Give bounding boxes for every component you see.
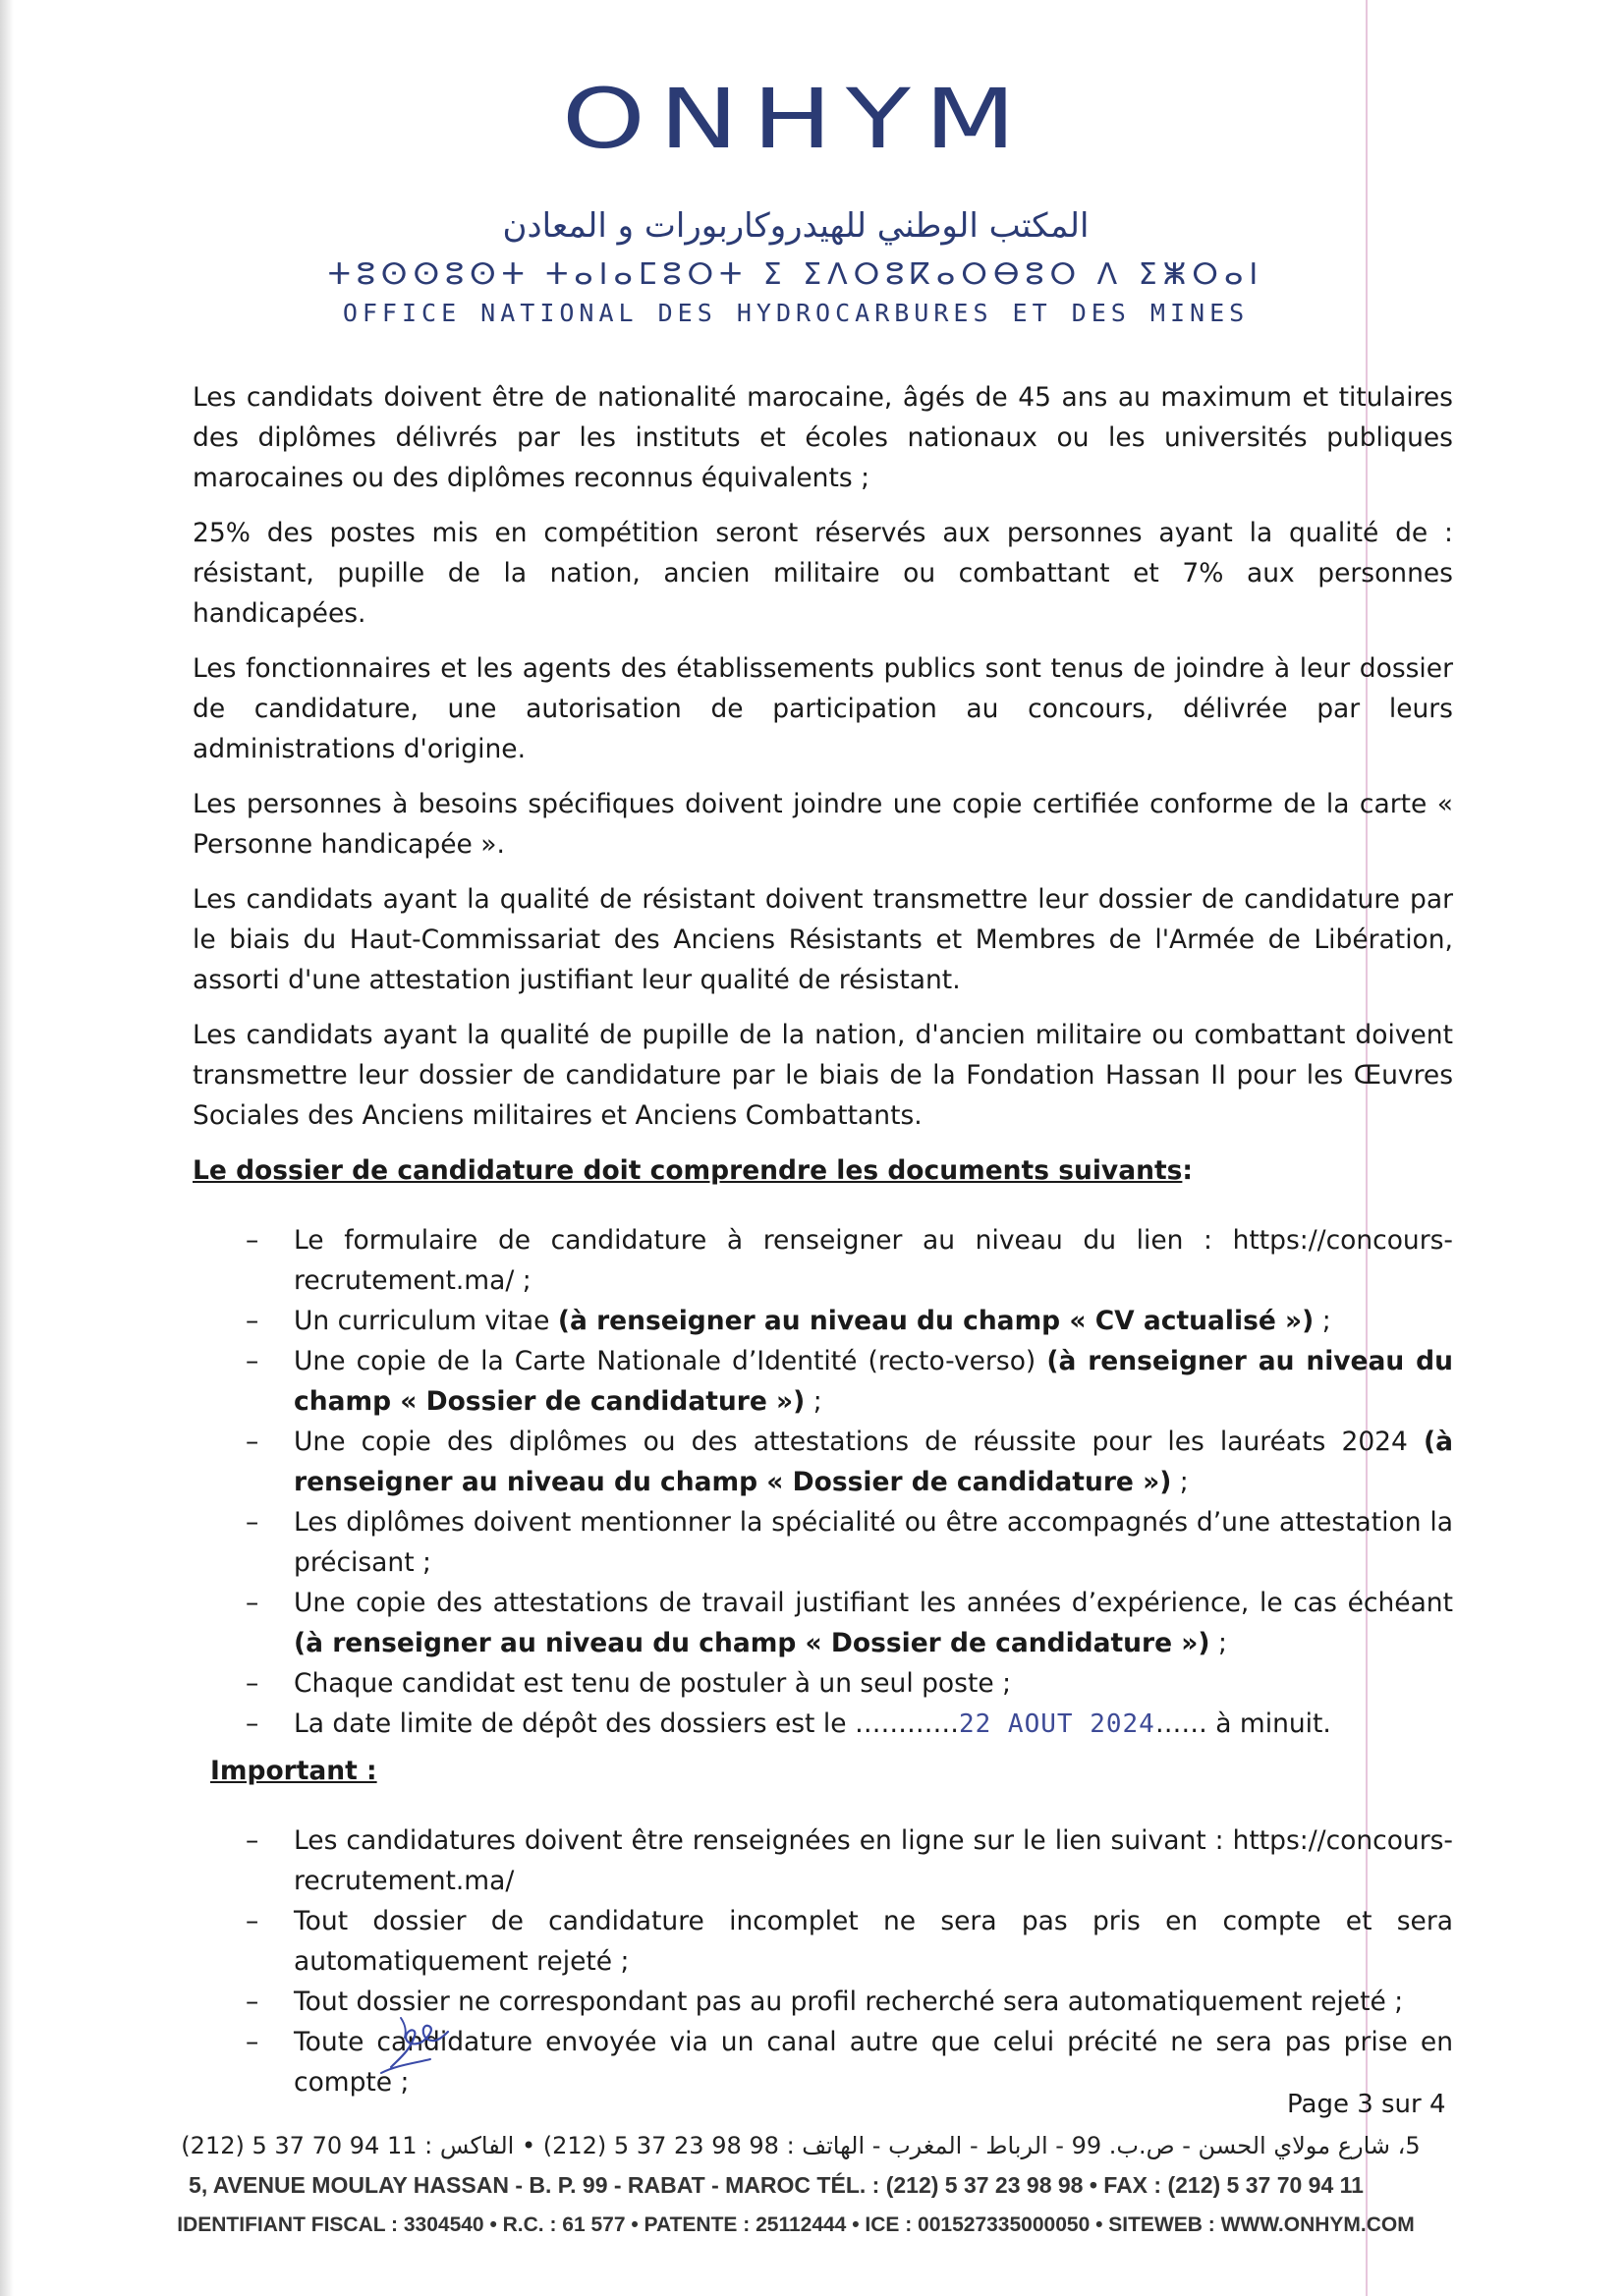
paragraph-civil-servants: Les fonctionnaires et les agents des établissements publics sont tenus de joindre à leur dossier de candidature, une autorisation de participation au concours, délivrée par leurs administrations d'origine. (193, 653, 1453, 764)
list-item-text: Les candidatures doivent être renseignées en ligne sur le lien suivant : https://concours-recrutement.ma/ (294, 1825, 1453, 1896)
deadline-dots-left: ………… (854, 1708, 959, 1739)
onhym-logo (550, 39, 1041, 167)
list-item-text: Une copie des diplômes ou des attestations de réussite pour les lauréats 2024 (294, 1427, 1424, 1457)
list-item: – Une copie des diplômes ou des attestations de réussite pour les lauréats 2024 (à renseigner au niveau du champ « Dossier de candidature ») ; (246, 1427, 1453, 1497)
list-item-tail: ; (1171, 1467, 1189, 1497)
page-number: Page 3 sur 4 (1287, 2090, 1446, 2119)
dossier-heading-text: Le dossier de candidature doit comprendre les documents suivants (193, 1155, 1183, 1186)
list-item-text: Chaque candidat est tenu de postuler à un seul poste ; (294, 1668, 1011, 1699)
tifinagh-office-name: ⵜⵓⵙⵙⵓⵙⵜ ⵜⴰⵏⴰⵎⵓⵔⵜ ⵉ ⵉⴷⵔⵓⴽⴰⵔⴱⵓⵔ ⴷ ⵉⵥⵔⴰⵏ (327, 257, 1264, 292)
list-item: – Les diplômes doivent mentionner la spécialité ou être accompagnés d’une attestation la précisant ; (246, 1507, 1453, 1578)
list-item-tail: ; (1314, 1306, 1331, 1336)
dossier-heading (193, 1150, 1453, 1191)
list-item-text: Les diplômes doivent mentionner la spécialité ou être accompagnés d’une attestation la précisant ; (294, 1507, 1453, 1578)
list-item-tail: ; (1209, 1628, 1227, 1658)
deadline-suffix: à minuit. (1206, 1708, 1331, 1739)
footer-french-address: 5, AVENUE MOULAY HASSAN - B. P. 99 - RABAT - MAROC TÉL. : (212) 5 37 23 98 98 • FAX : (212) 5 37 70 94 11 (189, 2172, 1364, 2198)
list-item-text: Toute candidature envoyée via un canal autre que celui précité ne sera pas prise en compte ; (294, 2027, 1453, 2098)
list-item-text: Tout dossier de candidature incomplet ne sera pas pris en compte et sera automatiquement rejeté ; (294, 1906, 1453, 1977)
list-item: – Tout dossier ne correspondant pas au profil recherché sera automatiquement rejeté ; (246, 1987, 1404, 2017)
list-item: – Chaque candidat est tenu de postuler à un seul poste ; (246, 1668, 1011, 1699)
list-item: – Le formulaire de candidature à renseigner au niveau du lien : https://concours-recrutement.ma/ ; (246, 1225, 1453, 1296)
list-item: – Les candidatures doivent être renseignées en ligne sur le lien suivant : https://concours-recrutement.ma/ (246, 1825, 1453, 1896)
list-item: – Tout dossier de candidature incomplet ne sera pas pris en compte et sera automatiquement rejeté ; (246, 1906, 1453, 1977)
list-item-text: Le formulaire de candidature à renseigner au niveau du lien : https://concours-recrutement.ma/ ; (294, 1225, 1453, 1296)
list-item-emphasis: (à renseigner au niveau du champ « Dossier de candidature ») (294, 1427, 1453, 1497)
list-item-text: Un curriculum vitae (294, 1306, 558, 1336)
list-item-emphasis: (à renseigner au niveau du champ « Dossier de candidature ») (294, 1346, 1453, 1417)
list-item-emphasis: (à renseigner au niveau du champ « CV actualisé ») (557, 1306, 1315, 1336)
deadline-date-stamp: 22 AOUT 2024 (958, 1709, 1155, 1739)
list-item: – Un curriculum vitae (à renseigner au niveau du champ « CV actualisé ») ; (246, 1306, 1331, 1336)
dossier-heading-colon: : (1182, 1155, 1193, 1186)
important-heading: Important : (210, 1756, 377, 1786)
list-item-text: Tout dossier ne correspondant pas au profil recherché sera automatiquement rejeté ; (294, 1987, 1404, 2017)
logo-wordmark: ONHYM (561, 71, 1031, 168)
list-item-deadline: – La date limite de dépôt des dossiers est le …………22 AOUT 2024…… à minuit. (246, 1708, 1331, 1739)
list-item: – Une copie de la Carte Nationale d’Identité (recto-verso) (à renseigner au niveau du champ « Dossier de candidature ») ; (246, 1346, 1453, 1417)
list-item-emphasis: (à renseigner au niveau du champ « Dossier de candidature ») (294, 1628, 1210, 1658)
paragraph-quota: 25% des postes mis en compétition seront réservés aux personnes ayant la qualité de : résistant, pupille de la nation, ancien militaire ou combattant et 7% aux personnes handicapées. (193, 518, 1453, 629)
deadline-dots-right: …… (1154, 1708, 1207, 1739)
paragraph-resistants: Les candidats ayant la qualité de résistant doivent transmettre leur dossier de candidature par le biais du Haut-Commissariat des Anciens Résistants et Membres de l'Armée de Libération, assorti d'une attestation justifiant leur qualité de résistant. (193, 884, 1453, 995)
handwritten-initials (371, 2006, 460, 2085)
arabic-office-name: المكتب الوطني للهيدروكاربورات و المعادن (502, 206, 1090, 246)
deadline-prefix: La date limite de dépôt des dossiers est le (294, 1708, 855, 1739)
list-item: – Une copie des attestations de travail justifiant les années d’expérience, le cas échéant (à renseigner au niveau du champ « Dossier de candidature ») ; (246, 1588, 1453, 1658)
footer-identifiers: IDENTIFIANT FISCAL : 3304540 • R.C. : 61 577 • PATENTE : 25112444 • ICE : 001527335000050 • SITEWEB : WWW.ONHYM.COM (177, 2213, 1415, 2236)
document-body (193, 377, 1453, 2108)
dossier-list (193, 1220, 1453, 1745)
office-name: OFFICE NATIONAL DES HYDROCARBURES ET DES MINES (342, 299, 1250, 327)
list-item: – Toute candidature envoyée via un canal autre que celui précité ne sera pas prise en compte ; (246, 2027, 1453, 2098)
list-item-tail: ; (805, 1386, 822, 1417)
list-item-text: Une copie de la Carte Nationale d’Identité (recto-verso) (294, 1346, 1047, 1376)
footer-arabic-address: 5، شارع مولاي الحسن - ص.ب. 99 - الرباط - المغرب - الهاتف : 98 98 23 37 5 (212) • الفاكس : 11 94 70 37 5 (212) (181, 2132, 1421, 2159)
list-item-text: Une copie des attestations de travail justifiant les années d’expérience, le cas échéant (294, 1588, 1453, 1618)
paragraph-nationality: Les candidats doivent être de nationalité marocaine, âgés de 45 ans au maximum et titulaires des diplômes délivrés par les instituts et écoles nationaux ou les universités publiques marocaines ou des diplômes reconnus équivalents ; (193, 382, 1453, 493)
paragraph-disability: Les personnes à besoins spécifiques doivent joindre une copie certifiée conforme de la carte « Personne handicapée ». (193, 789, 1453, 860)
paragraph-pupils: Les candidats ayant la qualité de pupille de la nation, d'ancien militaire ou combattant doivent transmettre leur dossier de candidature par le biais de la Fondation Hassan II pour les Œuvres Sociales des Anciens militaires et Anciens Combattants. (193, 1020, 1453, 1131)
scan-edge-shadow (0, 0, 14, 2296)
